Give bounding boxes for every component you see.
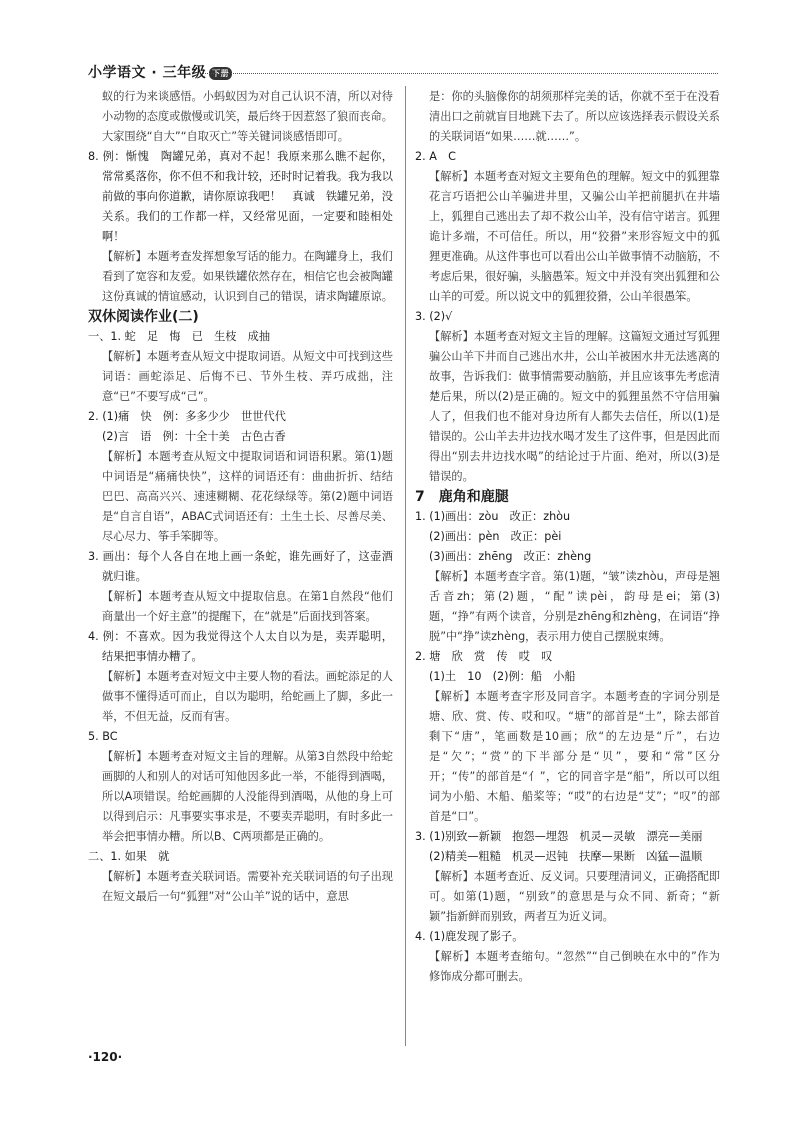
answer-item: 二、1. 如果 就 bbox=[88, 850, 170, 863]
analysis-paragraph: 【解析】本题考查对短文主要角色的理解。短文中的狐狸靠花言巧语把公山羊骗进井里，又骗公山羊把前腿扒在井墙上，狐狸自己逃出去了却不救公山羊，没有信守诺言。狐狸诡计多端，不可信任。所以，用“狡猾”来形容短文中的狐狸更准确。从这件事也可以看出公山羊做事情不动脑筋，不考虑后果，很好骗，头脑愚笨。短文中并没有突出狐狸和公山羊的可爱。所以说文中的狐狸狡猾，公山羊很愚笨。 bbox=[429, 170, 720, 303]
analysis-paragraph: 【解析】本题考查字音。第(1)题，“皱”读zhòu，声母是翘舌音zh；第(2)题，“配”读pèi，韵母是ei；第(3)题，“挣”有两个读音，分别是zhēng和zhèng，在词语“挣脱”中“挣”读zhèng，表示用力使自己摆脱束缚。 bbox=[429, 570, 720, 643]
answer-item: 3. (2)√ bbox=[415, 310, 453, 323]
volume-badge: 下册 bbox=[209, 67, 232, 80]
answer-item: 4. 例：不喜欢。因为我觉得这个人太自以为是，卖弄聪明，结果把事情办糟了。 bbox=[88, 630, 393, 663]
answer-item: 一、1. 蛇 足 悔 已 生枝 成抽 bbox=[88, 330, 271, 343]
analysis-paragraph: 是：你的头脑像你的胡须那样完美的话，你就不至于在没看清出口之前就盲目地跳下去了。所以应该选择表示假设关系的关联词语“如果……就……”。 bbox=[429, 90, 720, 143]
answer-item: (1)土 10 (2)例：船 小船 bbox=[429, 670, 576, 683]
right-column bbox=[415, 87, 720, 987]
answer-item: 1. (1)画出：zòu 改正：zhòu bbox=[415, 510, 571, 523]
analysis-paragraph: 【解析】本题考查对短文主旨的理解。这篇短文通过写狐狸骗公山羊下井而自己逃出水井，公山羊被困水井无法逃离的故事，告诉我们：做事情需要动脑筋，并且应该事先考虑清楚后果，所以(2)是正确的。短文中的狐狸虽然不守信用骗人了，但我们也不能对身边所有人都失去信任，所以(1)是错误的。公山羊去井边找水喝才发生了这件事，但是因此而得出“别去井边找水喝”的结论过于片面、绝对，所以(3)是错误的。 bbox=[429, 330, 720, 483]
answer-item: 3. (1)别致—新颖 抱怨—埋怨 机灵—灵敏 漂亮—美丽 bbox=[415, 830, 703, 843]
answer-item: 2. A C bbox=[415, 150, 456, 163]
page-number: ·120· bbox=[88, 1050, 123, 1064]
answer-item: 2. (1)痛 快 例：多多少少 世世代代 bbox=[88, 410, 286, 423]
answer-item: (2)言 语 例：十全十美 古色古香 bbox=[102, 430, 286, 443]
analysis-paragraph: 蚁的行为来谈感悟。小蚂蚁因为对自己认识不清，所以对待小动物的态度或傲慢或讥笑，最后终于因惹怒了狼而丧命。大家围绕“自大”“自取灭亡”等关键词谈感悟即可。 bbox=[102, 90, 393, 143]
answer-item: 4. (1)鹿发现了影子。 bbox=[415, 930, 524, 943]
analysis-paragraph: 【解析】本题考查从短文中提取信息。在第1自然段“他们商量出一个好主意”的提醒下，在“就是”后面找到答案。 bbox=[102, 590, 393, 623]
left-column bbox=[88, 87, 393, 907]
column-divider bbox=[405, 86, 406, 1046]
analysis-paragraph: 【解析】本题考查近、反义词。只要理清词义，正确搭配即可。如第(1)题，“别致”的意思是与众不同、新奇；“新颖”指新鲜而别致，两者互为近义词。 bbox=[429, 870, 720, 923]
answer-item: (2)画出：pèn 改正：pèi bbox=[429, 530, 562, 543]
header-dotted-rule bbox=[203, 73, 718, 74]
section-title: 7 鹿角和鹿腿 bbox=[415, 489, 509, 505]
analysis-paragraph: 【解析】本题考查从短文中提取词语。从短文中可找到这些词语：画蛇添足、后悔不已、节外生枝、弄巧成拙，注意“已”不要写成“己”。 bbox=[102, 350, 393, 403]
answer-item: 3. 画出：每个人各自在地上画一条蛇，谁先画好了，这壶酒就归谁。 bbox=[88, 550, 393, 583]
analysis-paragraph: 【解析】本题考查字形及同音字。本题考查的字词分别是塘、欣、赏、传、哎和叹。“塘”的部首是“土”，除去部首剩下“唐”，笔画数是10画；欣“的左边是“斤”，右边是“欠”；“赏”的下半部分是“贝”，要和“常”区分开；“传”的部首是“亻”，它的同音字是“船”，所以可以组词为小船、木船、船桨等；“哎”的右边是“艾”；“叹”的部首是“口”。 bbox=[429, 690, 720, 823]
analysis-paragraph: 【解析】本题考查关联词语。需要补充关联词语的句子出现在短文最后一句“狐狸”对“公山羊”说的话中，意思 bbox=[102, 870, 393, 903]
book-title: 小学语文 · 三年级 下册 bbox=[88, 62, 232, 82]
answer-item: (2)精美—粗糙 机灵—迟钝 扶摩—果断 凶猛—温顺 bbox=[429, 850, 703, 863]
analysis-paragraph: 【解析】本题考查从短文中提取词语和词语积累。第(1)题中词语是“痛痛快快”，这样的词语还有：曲曲折折、结结巴巴、高高兴兴、速速糊糊、花花绿绿等。第(2)题中词语是“自言自语”，ABAC式词语还有：土生土长、尽善尽美、尽心尽力、筝手笨脚等。 bbox=[102, 450, 393, 543]
answer-item: 2. 塘 欣 赏 传 哎 叹 bbox=[415, 650, 553, 663]
analysis-paragraph: 【解析】本题考查对短文中主要人物的看法。画蛇添足的人做事不懂得适可而止，自以为聪明，给蛇画上了脚，多此一举，不但无益，反而有害。 bbox=[102, 670, 393, 723]
analysis-paragraph: 【解析】本题考查对短文主旨的理解。从第3自然段中给蛇画脚的人和别人的对话可知他因多此一举，不能得到酒喝，所以A项错误。给蛇画脚的人没能得到酒喝，从他的身上可以得到启示：凡事要实事求是，不要卖弄聪明，有时多此一举会把事情办糟。所以B、C两项都是正确的。 bbox=[102, 750, 393, 843]
analysis-paragraph: 【解析】本题考查发挥想象写话的能力。在陶罐身上，我们看到了宽容和友爱。如果铁罐依然存在，相信它也会被陶罐这份真诚的情谊感动，认识到自己的错误，请求陶罐原谅。 bbox=[102, 250, 393, 303]
answer-item: 8. 例：惭愧 陶罐兄弟，真对不起！我原来那么瞧不起你，常常奚落你，你不但不和我计较，还时时记着我。我为我以前做的事向你道歉，请你原谅我吧！ 真诚 铁罐兄弟，没关系。我们的工作都一样，又经常见面，一定要和睦相处啊！ bbox=[88, 150, 393, 243]
analysis-paragraph: 【解析】本题考查缩句。“忽然”“自己倒映在水中的”作为修饰成分都可删去。 bbox=[429, 950, 720, 983]
page-header bbox=[88, 60, 718, 84]
section-title: 双休阅读作业(二) bbox=[88, 309, 199, 325]
answer-item: 5. BC bbox=[88, 730, 118, 743]
answer-item: (3)画出：zhēng 改正：zhèng bbox=[429, 550, 592, 563]
